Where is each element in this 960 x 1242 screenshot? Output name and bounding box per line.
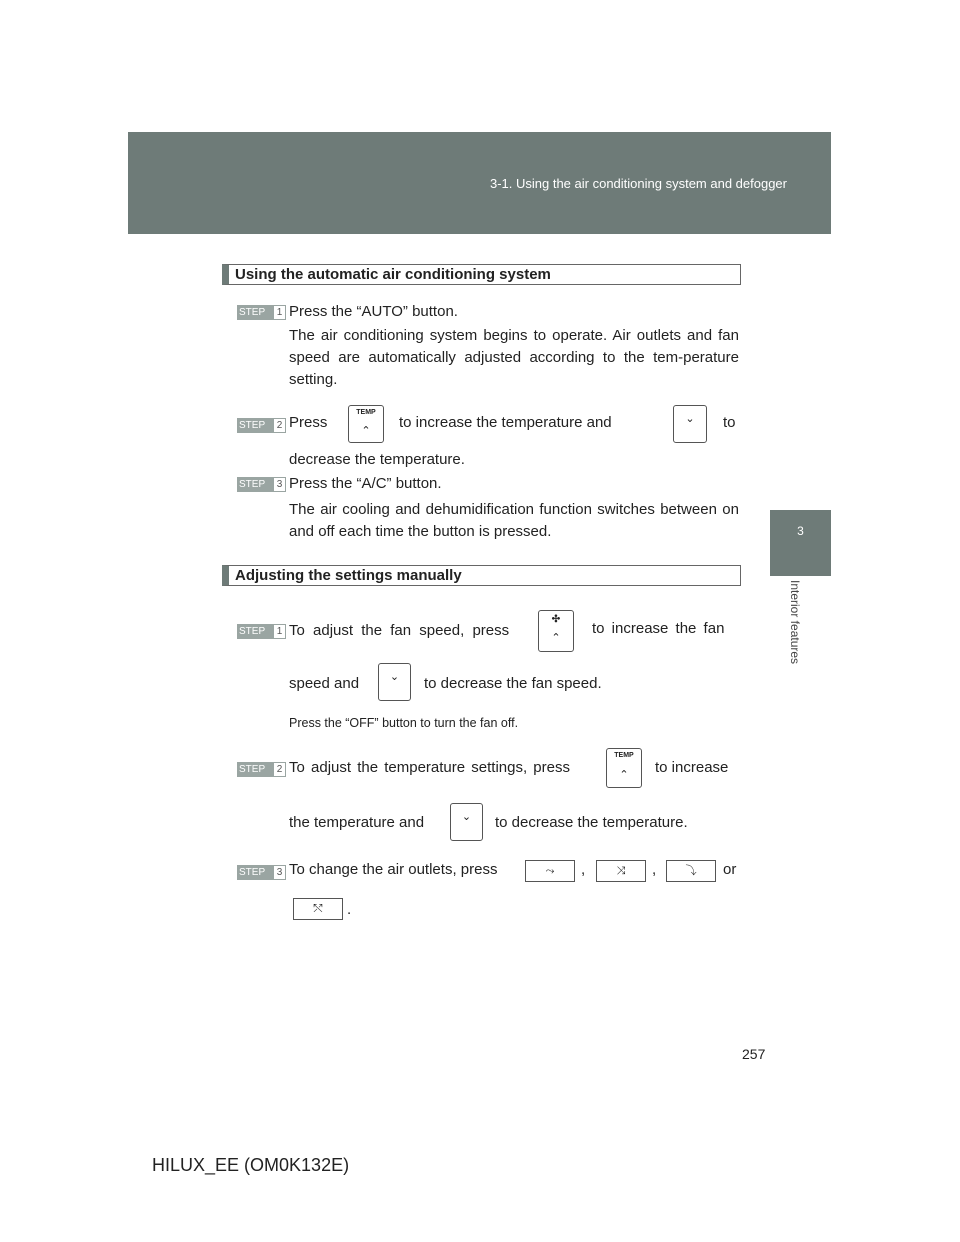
foot-defrost-vent-button[interactable] bbox=[293, 898, 343, 920]
fan-up-button[interactable] bbox=[538, 610, 574, 652]
foot-vent-button[interactable] bbox=[666, 860, 716, 882]
chevron-down-icon: ⌄ bbox=[389, 671, 400, 683]
step-text: the temperature and bbox=[289, 814, 425, 831]
chevron-up-icon: ⌃ bbox=[551, 632, 561, 644]
step-text: to increase the fan bbox=[592, 620, 725, 637]
step-text: To adjust the fan speed, press bbox=[289, 622, 510, 639]
chevron-up-icon: ⌃ bbox=[619, 769, 629, 781]
foot-vent-icon: ⤵ bbox=[685, 865, 697, 877]
section-heading-automatic: Using the automatic air conditioning system bbox=[222, 264, 741, 285]
page-number: 257 bbox=[742, 1046, 766, 1062]
step-text: decrease the temperature. bbox=[289, 451, 465, 468]
chevron-down-icon: ⌄ bbox=[461, 811, 472, 823]
separator: , bbox=[581, 861, 586, 878]
step-text: Press bbox=[289, 414, 328, 431]
temp-label: TEMP bbox=[614, 752, 634, 759]
step-text: Press the “AUTO” button. bbox=[289, 303, 458, 320]
chapter-number: 3 bbox=[797, 524, 804, 538]
step-badge-2: STEP 2 bbox=[237, 762, 286, 777]
temp-up-button[interactable] bbox=[348, 405, 384, 443]
bilevel-vent-icon: ⤨ bbox=[616, 865, 626, 877]
step-text: To adjust the temperature settings, press bbox=[289, 759, 570, 776]
chevron-down-icon: ⌄ bbox=[685, 413, 695, 425]
step-note: Press the “OFF” button to turn the fan off. bbox=[289, 716, 519, 730]
step-text: to bbox=[723, 414, 736, 431]
chapter-label: Interior features bbox=[788, 580, 802, 665]
separator: , bbox=[652, 861, 657, 878]
chapter-tab bbox=[770, 510, 831, 576]
temp-label: TEMP bbox=[356, 409, 376, 416]
step-text: to increase the temperature and bbox=[399, 414, 612, 431]
document-code: HILUX_EE (OM0K132E) bbox=[152, 1155, 350, 1175]
temp-down-button[interactable] bbox=[673, 405, 707, 443]
temp-up-button[interactable] bbox=[606, 748, 642, 788]
face-vent-icon: ⤳ bbox=[545, 865, 555, 877]
step-text: to decrease the temperature. bbox=[495, 814, 688, 831]
bilevel-vent-button[interactable] bbox=[596, 860, 646, 882]
step-badge-3: STEP 3 bbox=[237, 865, 286, 880]
step-badge-2: STEP 2 bbox=[237, 418, 286, 433]
step-text: Press the “A/C” button. bbox=[289, 475, 442, 492]
step-description: The air cooling and dehumidification function switches between on and off each time the button is pressed. bbox=[289, 501, 739, 540]
step-text: speed and bbox=[289, 675, 360, 692]
step-text: To change the air outlets, press bbox=[289, 861, 498, 878]
foot-defrost-icon: ⤲ bbox=[313, 903, 323, 915]
temp-down-button[interactable] bbox=[450, 803, 483, 841]
chevron-up-icon: ⌃ bbox=[361, 425, 371, 437]
step-badge-1: STEP 1 bbox=[237, 624, 286, 639]
face-vent-button[interactable] bbox=[525, 860, 575, 882]
step-badge-3: STEP 3 bbox=[237, 477, 286, 492]
step-text: or bbox=[723, 861, 737, 878]
step-text: to increase bbox=[655, 759, 729, 776]
section-heading-manual: Adjusting the settings manually bbox=[222, 565, 741, 586]
breadcrumb: 3-1. Using the air conditioning system and defogger bbox=[489, 176, 787, 191]
step-text: to decrease the fan speed. bbox=[424, 675, 602, 692]
separator: . bbox=[347, 901, 352, 918]
fan-down-button[interactable] bbox=[378, 663, 411, 701]
fan-icon: ✣ bbox=[551, 614, 561, 625]
step-description: The air conditioning system begins to operate. Air outlets and fan speed are automatically adjusted according to the tem-perature setting. bbox=[289, 327, 739, 388]
step-badge-1: STEP 1 bbox=[237, 305, 286, 320]
header-band bbox=[128, 132, 831, 234]
